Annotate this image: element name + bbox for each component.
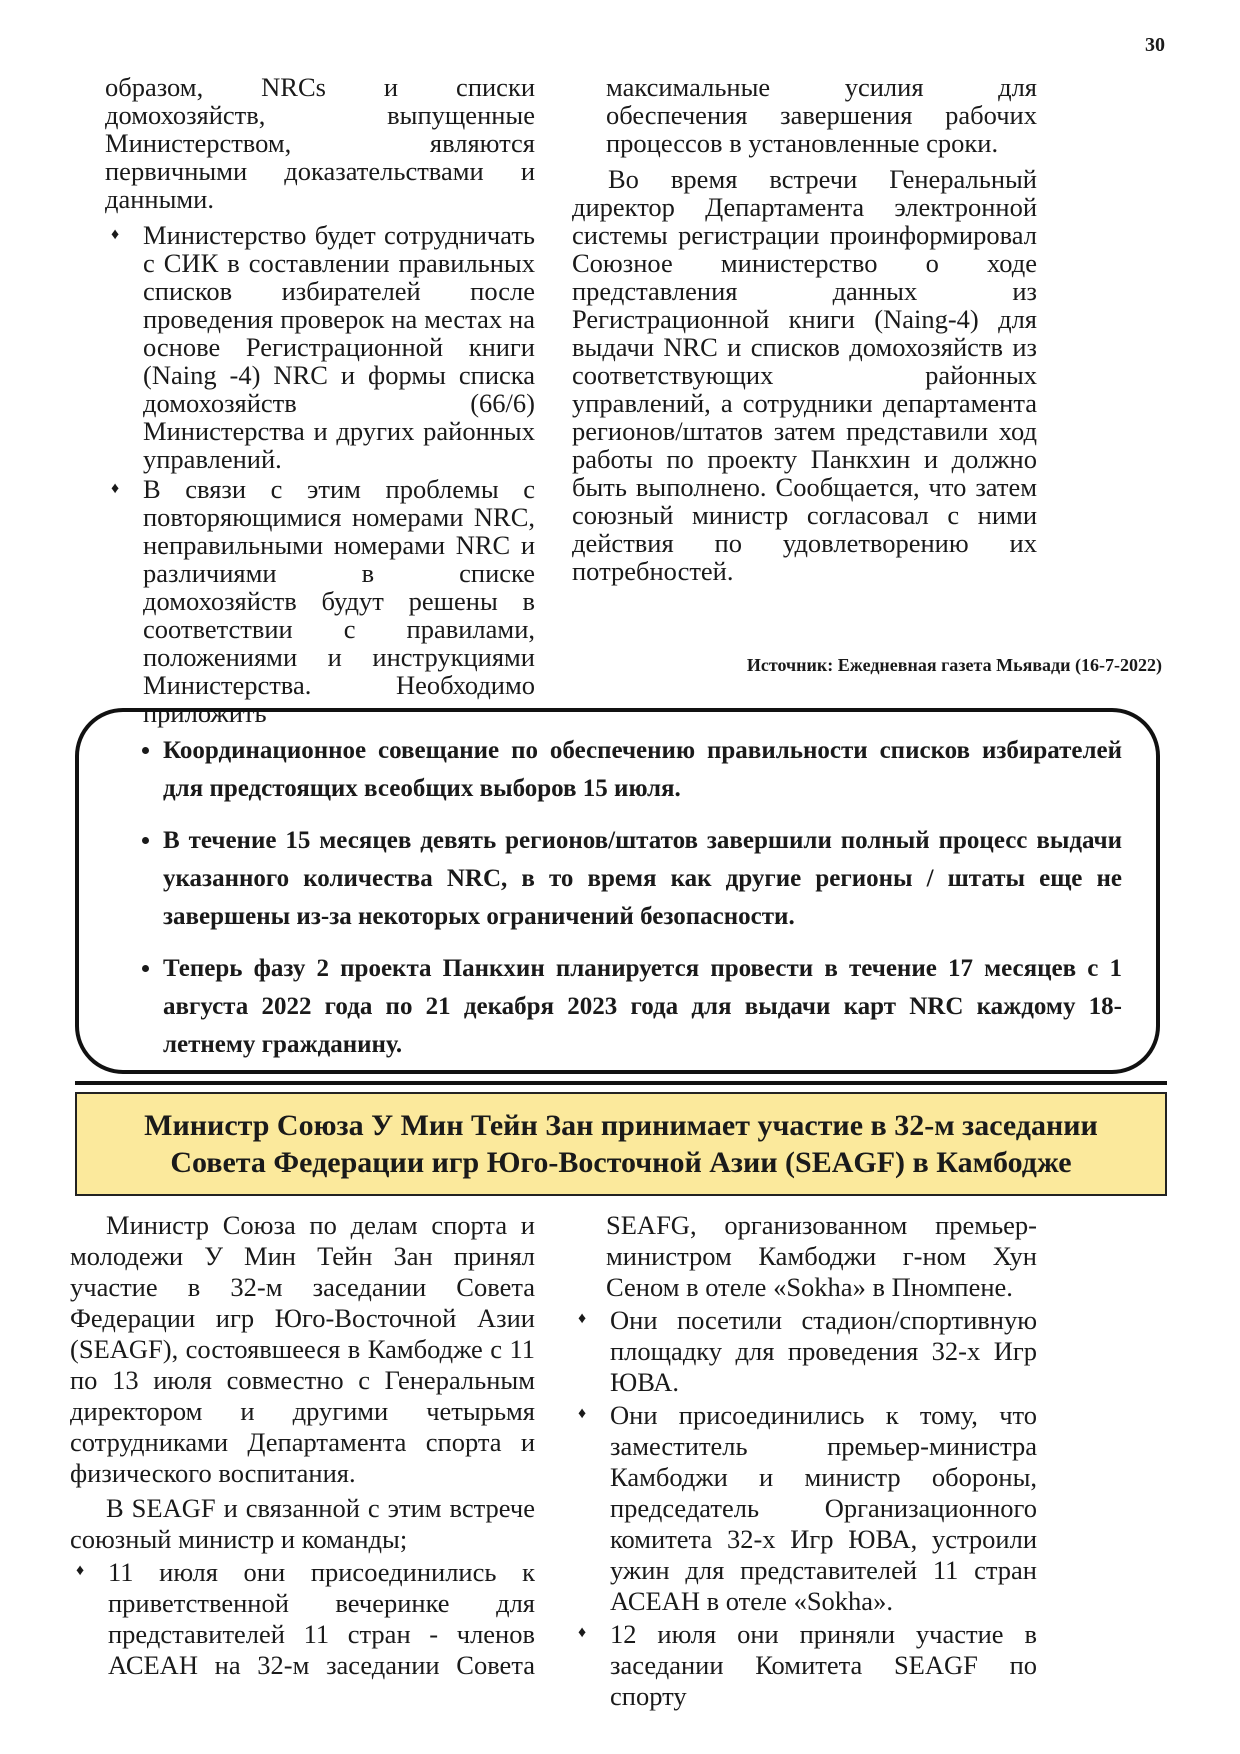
continued-paragraph: образом, NRCs и списки домохозяйств, выпущенные Министерством, являются первичными доказательствами и данными. [105,72,535,214]
list-item: ♦ В связи с этим проблемы с повторяющимися номерами NRC, неправильными номерами NRC и различиями в списке домохозяйств будут решены в соответствии с правилами, положениями и инструкциями Министерства. Необходимо приложить [105,475,535,727]
paragraph: Во время встречи Генеральный директор Департамента электронной системы регистрации проинформировал Союзное министерство о ходе представления данных из Регистрационной книги (Naing-4) для выдачи NRC и списков домохозяйств из соответствующих районных управлений, а сотрудники департамента регионов/штатов затем представили ход работы по проекту Панкхин и должно быть выполнено. Сообщается, что затем союзный министр согласовал с ними действия по удовлетворению их потребностей. [572,164,1037,586]
summary-item: • Координационное совещание по обеспечению правильности списков избирателей для предстоящих всеобщих выборов 15 июля. [163,732,1122,808]
bottom-right-column [572,1210,1037,1714]
top-left-column [105,73,535,729]
list-item: ♦ Они присоединились к тому, что заместитель премьер-министра Камбоджи и министр обороны, председатель Организационного комитета 32-х Игр ЮВА, устроили ужин для представителей 11 стран АСЕАН в отеле «Sokha». [572,1400,1037,1617]
summary-item: • Теперь фазу 2 проекта Панкхин планируется провести в течение 17 месяцев с 1 августа 2022 года по 21 декабря 2023 года для выдачи карт NRC каждому 18-летнему гражданину. [163,950,1122,1064]
bullet-list [572,1305,1037,1712]
headline-line: Совета Федерации игр Юго-Восточной Азии (SEAGF) в Камбодже [170,1146,1072,1179]
paragraph: В SEAGF и связанной с этим встрече союзный министр и команды; [70,1493,535,1554]
bullet-list [105,221,535,727]
article-headline [75,1092,1167,1196]
list-item: ♦ 12 июля они приняли участие в заседании Комитета SEAGF по спорту [572,1619,1037,1712]
headline-line: Министр Союза У Мин Тейн Зан принимает участие в 32-м заседании [144,1109,1098,1142]
top-right-column [572,73,1037,593]
source-citation: Источник: Ежедневная газета Мьявади (16-7-2022) [746,655,1162,675]
page-number: 30 [1145,34,1165,56]
list-item: ♦ 11 июля они присоединились к приветственной вечеринке для представителей 11 стран - членов АСЕАН на 32-м заседании Совета [70,1557,535,1681]
bottom-left-column [70,1210,535,1683]
paragraph: Министр Союза по делам спорта и молодежи У Мин Тейн Зан принял участие в 32-м заседании Совета Федерации игр Юго-Восточной Азии (SEAGF), состоявшееся в Камбодже с 11 по 13 июля совместно с Генеральным директором и другими четырьмя сотрудниками Департамента спорта и физического воспитания. [70,1210,535,1488]
continued-paragraph: SEAFG, организованном премьер-министром Камбоджи г-ном Хун Сеном в отеле «Sokha» в Пномпене. [606,1210,1037,1302]
summary-list [139,732,1122,1064]
list-item: ♦ Они посетили стадион/спортивную площадку для проведения 32-х Игр ЮВА. [572,1305,1037,1398]
summary-item: • В течение 15 месяцев девять регионов/штатов завершили полный процесс выдачи указанного количества NRC, в то время как другие регионы / штаты еще не завершены из-за некоторых ограничений безопасности. [163,822,1122,936]
divider [75,1081,1167,1085]
continued-paragraph: максимальные усилия для обеспечения завершения рабочих процессов в установленные сроки. [606,72,1037,158]
list-item: ♦ Министерство будет сотрудничать с СИК в составлении правильных списков избирателей после проведения проверок на местах на основе Регистрационной книги (Naing -4) NRC и формы списка домохозяйств (66/6) Министерства и других районных управлений. [105,221,535,473]
bullet-list [70,1557,535,1681]
summary-box [75,708,1160,1074]
